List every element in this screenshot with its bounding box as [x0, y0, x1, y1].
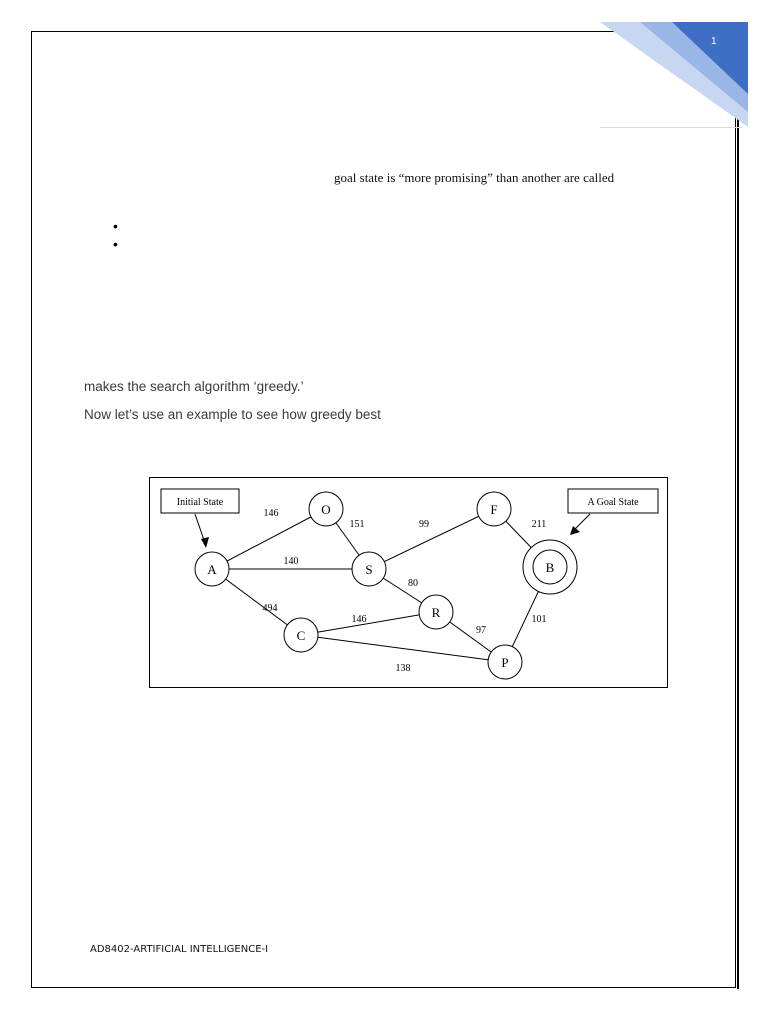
- edge-weight-label: 80: [408, 578, 418, 589]
- node-label-r: R: [431, 605, 441, 620]
- body-line-goal-state: goal state is “more promising” than another are called: [334, 170, 615, 185]
- footer-course-title: AD8402-ARTIFICIAL INTELLIGENCE-I: [90, 944, 269, 955]
- initial-state-callout-label: Initial State: [176, 497, 224, 508]
- node-label-b: B: [545, 560, 555, 575]
- edge-weight-label: 146: [351, 614, 367, 625]
- graph-figure: [149, 477, 668, 688]
- node-label-s: S: [365, 562, 373, 577]
- edge-weight-label: 101: [531, 614, 547, 625]
- bullet-marker: •: [113, 218, 118, 234]
- edge-weight-label: 494: [262, 603, 278, 614]
- edge-weight-label: 151: [349, 519, 365, 530]
- node-label-f: F: [490, 502, 498, 517]
- node-label-o: O: [321, 502, 331, 517]
- graph-diagram: [150, 478, 669, 689]
- edge-weight-label: 97: [476, 625, 486, 636]
- node-label-a: A: [207, 562, 217, 577]
- body-line-example: Now let’s use an example to see how greedy best: [84, 407, 381, 422]
- node-label-p: P: [501, 655, 509, 670]
- body-line-greedy: makes the search algorithm ‘greedy.’: [84, 379, 304, 394]
- edge-s-f: [369, 509, 494, 569]
- edge-weight-label: 211: [531, 519, 547, 530]
- page-border-shadow: [737, 31, 739, 989]
- header-rule: [600, 127, 742, 128]
- node-label-c: C: [296, 628, 306, 643]
- bullet-marker: •: [113, 236, 118, 252]
- edge-weight-label: 138: [395, 663, 411, 674]
- edge-weight-label: 140: [283, 556, 299, 567]
- edge-weight-label: 99: [419, 519, 429, 530]
- goal-state-arrowhead: [570, 526, 580, 535]
- corner-decoration: [600, 22, 748, 132]
- goal-state-callout-label: A Goal State: [587, 497, 639, 508]
- initial-state-arrowhead: [201, 537, 209, 548]
- edge-weight-label: 146: [263, 508, 279, 519]
- edge-c-p: [301, 635, 505, 662]
- edge-c-r: [301, 612, 436, 635]
- page-number: 1: [711, 36, 717, 47]
